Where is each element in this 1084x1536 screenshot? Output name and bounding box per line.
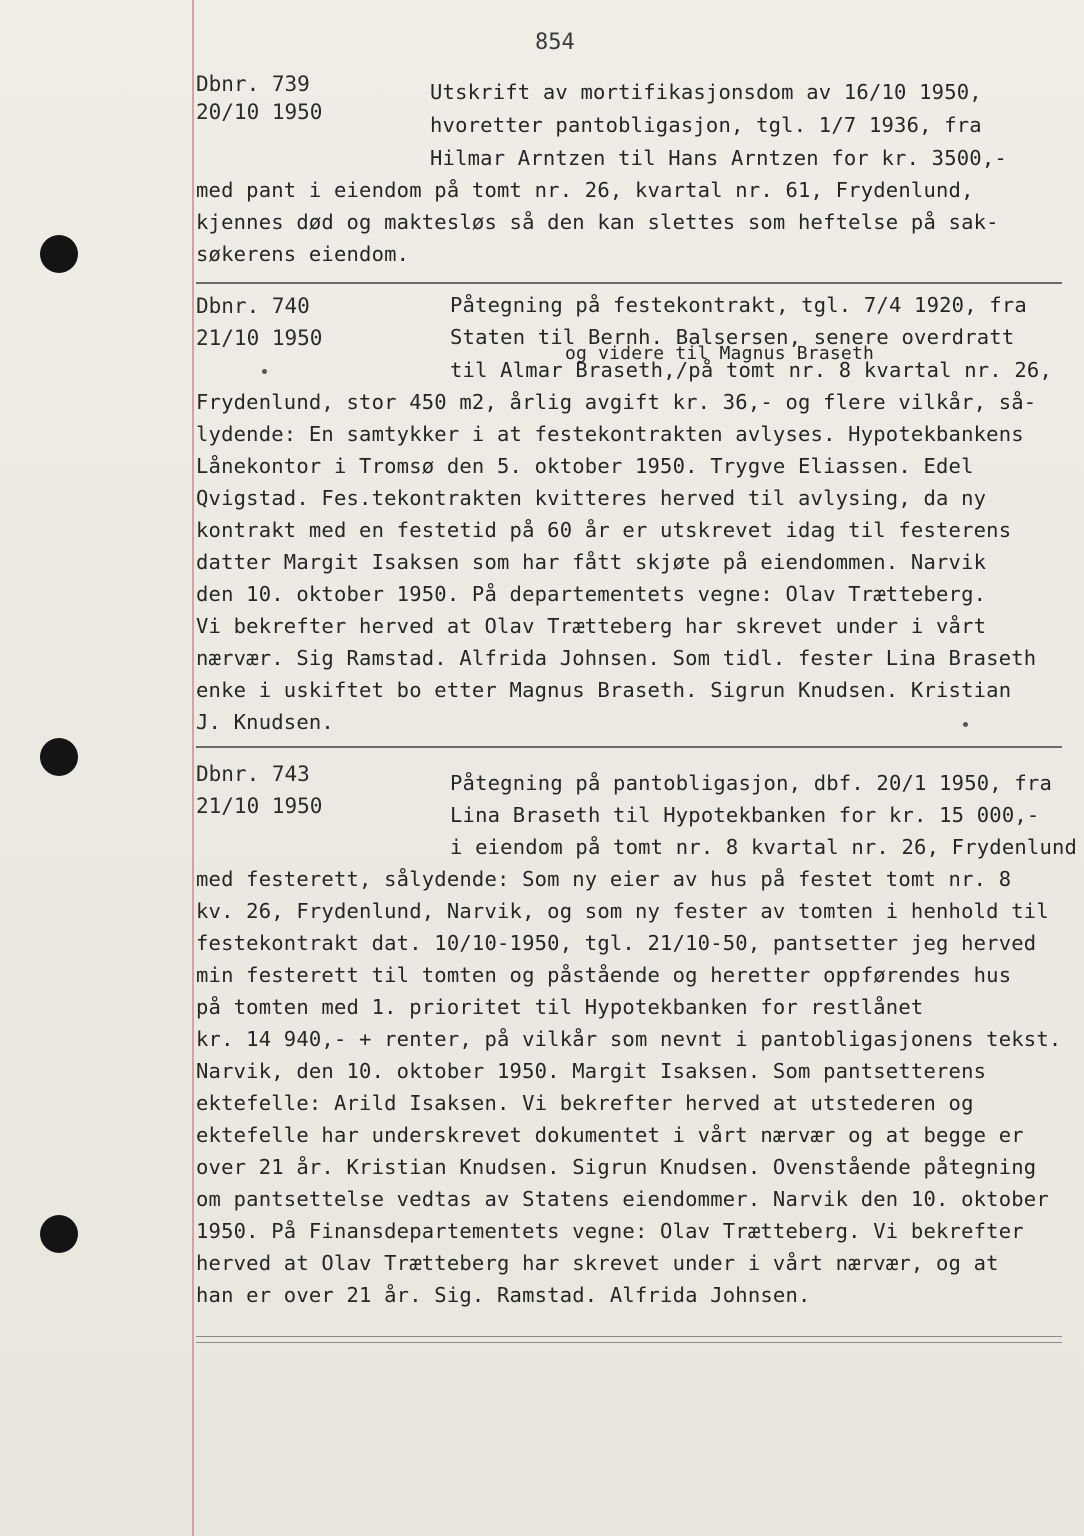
entry-740-insertion: og videre til Magnus Braseth [565, 343, 875, 364]
entry-743-meta [196, 760, 322, 820]
entry-743-line: på tomten med 1. prioritet til Hypotekbanken for restlånet [196, 995, 924, 1019]
entry-739-line: kjennes død og maktesløs så den kan slettes som heftelse på sak- [196, 210, 999, 234]
entry-740-line: Staten til Bernh. Balsersen, senere overdratt [450, 325, 1015, 349]
entry-743-line: Påtegning på pantobligasjon, dbf. 20/1 1950, fra [450, 771, 1053, 795]
entry-740-line: kontrakt med en festetid på 60 år er utskrevet idag til festerens [196, 518, 1012, 542]
entry-740-line: J. Knudsen. [196, 710, 334, 734]
punch-hole-middle [40, 738, 78, 776]
entry-743-line: herved at Olav Trætteberg har skrevet under i vårt nærvær, og at [196, 1251, 999, 1275]
entry-743-line: Lina Braseth til Hypotekbanken for kr. 15 000,- [450, 803, 1040, 827]
entry-740-meta [196, 292, 322, 352]
entry-743-line: over 21 år. Kristian Knudsen. Sigrun Knudsen. Ovenstående påtegning [196, 1155, 1037, 1179]
page-number: 854 [535, 30, 575, 55]
entry-739-line: Utskrift av mortifikasjonsdom av 16/10 1950, [430, 80, 982, 104]
entry-743-date: 21/10 1950 [196, 794, 323, 818]
entry-740-line: Vi bekrefter herved at Olav Trætteberg har skrevet under i vårt [196, 614, 987, 638]
entry-740-line: Frydenlund, stor 450 m2, årlig avgift kr. 36,- og flere vilkår, så- [196, 390, 1037, 414]
entry-739-date: 20/10 1950 [196, 100, 323, 124]
entry-739-line: Hilmar Arntzen til Hans Arntzen for kr. 3500,- [430, 146, 1007, 170]
entry-740-line: Lånekontor i Tromsø den 5. oktober 1950. Trygve Eliassen. Edel [196, 454, 974, 478]
entry-divider [196, 746, 1062, 748]
entry-739-meta [196, 70, 322, 126]
entry-739-line: hvoretter pantobligasjon, tgl. 1/7 1936, fra [430, 113, 982, 137]
entry-743-line: min festerett til tomten og påstående og heretter oppførendes hus [196, 963, 1012, 987]
entry-739-line: søkerens eiendom. [196, 242, 410, 266]
entry-740-line: lydende: En samtykker i at festekontrakten avlyses. Hypotekbankens [196, 422, 1024, 446]
red-margin-line [192, 0, 194, 1536]
entry-743-line: om pantsettelse vedtas av Statens eiendommer. Narvik den 10. oktober [196, 1187, 1049, 1211]
entry-740-dbnr: Dbnr. 740 [196, 294, 310, 318]
entry-743-line: med festerett, sålydende: Som ny eier av hus på festet tomt nr. 8 [196, 867, 1012, 891]
entry-740-line: Påtegning på festekontrakt, tgl. 7/4 1920, fra [450, 293, 1027, 317]
entry-740-line: Qvigstad. Fes.tekontrakten kvitteres herved til avlysing, da ny [196, 486, 987, 510]
entry-743-line: ektefelle har underskrevet dokumentet i vårt nærvær og at begge er [196, 1123, 1024, 1147]
entry-743-line: kv. 26, Frydenlund, Narvik, og som ny fester av tomten i henhold til [196, 899, 1049, 923]
ink-dot [963, 722, 968, 727]
punch-hole-bottom [40, 1215, 78, 1253]
entry-740-line: datter Margit Isaksen som har fått skjøte på eiendommen. Narvik [196, 550, 987, 574]
entry-743-line: festekontrakt dat. 10/10-1950, tgl. 21/10-50, pantsetter jeg herved [196, 931, 1037, 955]
entry-divider [196, 1342, 1062, 1343]
entry-743-line: 1950. På Finansdepartementets vegne: Olav Trætteberg. Vi bekrefter [196, 1219, 1024, 1243]
entry-743-line: Narvik, den 10. oktober 1950. Margit Isaksen. Som pantsetterens [196, 1059, 987, 1083]
ink-dot [262, 369, 267, 374]
entry-divider [196, 282, 1062, 284]
entry-740-line: nærvær. Sig Ramstad. Alfrida Johnsen. Som tidl. fester Lina Braseth [196, 646, 1037, 670]
entry-743-line: kr. 14 940,- + renter, på vilkår som nevnt i pantobligasjonens tekst. [196, 1027, 1062, 1051]
entry-743-line: ektefelle: Arild Isaksen. Vi bekrefter herved at utstederen og [196, 1091, 974, 1115]
entry-divider [196, 1336, 1062, 1337]
entry-740-line: til Almar Braseth,/på tomt nr. 8 kvartal nr. 26, [450, 358, 1053, 382]
entry-743-line: han er over 21 år. Sig. Ramstad. Alfrida Johnsen. [196, 1283, 811, 1307]
entry-740-date: 21/10 1950 [196, 326, 323, 350]
entry-739-dbnr: Dbnr. 739 [196, 72, 310, 96]
entry-743-line: i eiendom på tomt nr. 8 kvartal nr. 26, Frydenlund [450, 835, 1078, 859]
entry-743-dbnr: Dbnr. 743 [196, 762, 310, 786]
entry-740-line: den 10. oktober 1950. På departementets vegne: Olav Trætteberg. [196, 582, 987, 606]
entry-740-line: enke i uskiftet bo etter Magnus Braseth. Sigrun Knudsen. Kristian [196, 678, 1012, 702]
punch-hole-top [40, 235, 78, 273]
entry-739-line: med pant i eiendom på tomt nr. 26, kvartal nr. 61, Frydenlund, [196, 178, 974, 202]
